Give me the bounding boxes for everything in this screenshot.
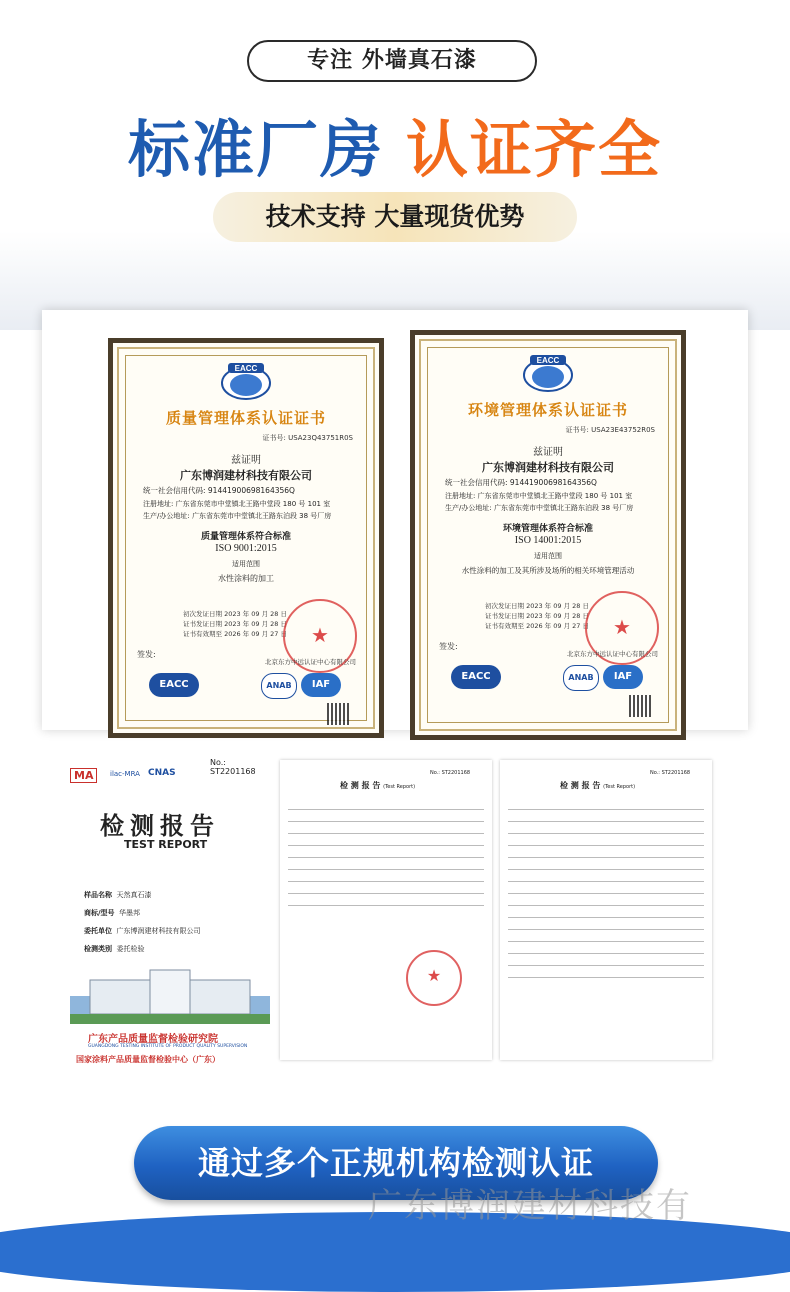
field-label: 样品名称 (84, 891, 112, 899)
field-label: 委托单位 (84, 927, 112, 935)
field-brand (84, 908, 140, 918)
anab-badge: ANAB (563, 665, 599, 691)
test-report-page-3 (500, 760, 712, 1060)
cnas-logo: CNAS (148, 768, 176, 778)
test-report-cover (70, 750, 270, 1070)
accreditation-logos (70, 762, 180, 794)
standard-code: ISO 14001:2015 (514, 535, 582, 546)
page-headline (0, 100, 790, 189)
scope-text: 水性涂料的加工及其所涉及场所的相关环境管理活动 (461, 566, 635, 575)
sign-label: 签发: (137, 650, 156, 659)
headline-blue: 标准厂房 (127, 113, 384, 186)
credit-code: 统一社会信用代码: 91441900698164356Q (445, 478, 597, 487)
certify-text: 兹证明 (533, 447, 563, 458)
page-title-cn: 检 测 报 告 (560, 781, 601, 790)
standard-label: 质量管理体系符合标准 (200, 532, 291, 542)
table-row (508, 954, 704, 966)
field-sample (84, 890, 151, 900)
company-watermark: 广东博润建材科技有 (368, 1186, 692, 1226)
ma-logo: MA (70, 768, 97, 783)
date-expire: 证书有效期至 2026 年 09 月 27 日 (485, 622, 589, 630)
issuer-name: 北京东方中远认证中心有限公司 (265, 658, 356, 666)
date-issue: 证书发证日期 2023 年 09 月 28 日 (183, 620, 287, 628)
registered-address: 注册地址: 广东省东莞市中堂镇北王路中堂段 180 号 101 室 (445, 492, 633, 500)
quality-certificate (108, 338, 384, 738)
page-title (560, 780, 635, 791)
environment-certificate (410, 330, 686, 740)
ilac-logo: ilac-MRA (110, 770, 140, 778)
page-number: No.: ST2201168 (430, 770, 471, 776)
table-row (288, 834, 484, 846)
subtitle-pill: 技术支持 大量现货优势 (213, 192, 577, 242)
eacc-globe-icon (218, 361, 274, 401)
iaf-badge: IAF (603, 665, 643, 689)
certificate-number: 证书号: USA23E43752R0S (565, 426, 655, 434)
field-value: 广东博润建材科技有限公司 (116, 927, 201, 935)
certificate-card (42, 310, 748, 730)
eacc-badge: EACC (149, 673, 199, 697)
date-issue: 证书发证日期 2023 年 09 月 28 日 (485, 612, 589, 620)
field-client (84, 926, 200, 936)
issuer-name: 北京东方中远认证中心有限公司 (567, 650, 658, 658)
report-title: 检测报告 (100, 811, 220, 840)
report-title-en: TEST REPORT (124, 838, 208, 851)
field-label: 检测类别 (84, 945, 112, 953)
certify-text: 兹证明 (231, 455, 261, 466)
certificate-title: 环境管理体系认证证书 (467, 401, 628, 419)
report-number: No.: ST2201168 (210, 758, 256, 776)
table-row (508, 882, 704, 894)
qr-code (327, 703, 349, 725)
certificate-title: 质量管理体系认证证书 (165, 409, 326, 427)
field-type (84, 944, 144, 954)
field-value: 华墨邦 (119, 909, 141, 917)
date-first: 初次发证日期 2023 年 09 月 28 日 (183, 610, 287, 618)
table-row (508, 822, 704, 834)
table-row (508, 942, 704, 954)
standard-code: ISO 9001:2015 (215, 543, 277, 554)
table-row (288, 858, 484, 870)
table-row (288, 894, 484, 906)
date-expire: 证书有效期至 2026 年 09 月 27 日 (183, 630, 287, 638)
national-center: 国家涂料产品质量监督检验中心（广东） (76, 1055, 220, 1064)
standard-label: 环境管理体系符合标准 (502, 524, 593, 534)
anab-badge: ANAB (261, 673, 297, 699)
table-row (288, 798, 484, 810)
page-title-cn: 检 测 报 告 (340, 781, 381, 790)
table-row (508, 798, 704, 810)
sign-label: 签发: (439, 642, 458, 651)
page-title-en: (Test Report) (603, 784, 636, 790)
company-name: 广东博润建材科技有限公司 (482, 461, 614, 474)
table-row (508, 858, 704, 870)
table-row (508, 846, 704, 858)
qr-code (629, 695, 651, 717)
test-report-page-2 (280, 760, 492, 1060)
field-label: 商标/型号 (84, 909, 115, 917)
table-row (288, 810, 484, 822)
institute-name-en: GUANGDONG TESTING INSTITUTE OF PRODUCT QUALITY SUPERVISION (88, 1044, 248, 1049)
certificate-number: 证书号: USA23Q43751R0S (262, 434, 353, 442)
date-first: 初次发证日期 2023 年 09 月 28 日 (485, 602, 589, 610)
company-name: 广东博润建材科技有限公司 (180, 469, 312, 482)
page-title-en: (Test Report) (383, 784, 416, 790)
table-row (288, 846, 484, 858)
registered-address: 注册地址: 广东省东莞市中堂镇北王路中堂段 180 号 101 室 (143, 500, 331, 508)
eacc-globe-icon (520, 353, 576, 393)
table-row (508, 810, 704, 822)
page-title (340, 780, 415, 791)
scope-text: 水性涂料的加工 (218, 574, 274, 583)
table-row (508, 930, 704, 942)
institute-building-image (70, 966, 270, 1024)
page-number: No.: ST2201168 (650, 770, 691, 776)
field-value: 天然真石漆 (116, 891, 152, 899)
red-seal-stamp: ★ (283, 599, 357, 673)
red-seal-stamp: ★ (406, 950, 462, 1006)
svg-text:EACC: EACC (234, 364, 258, 373)
tag-pill: 专注 外墙真石漆 (247, 40, 537, 82)
office-address: 生产/办公地址: 广东省东莞市中堂镇北王路东泊段 38 号厂房 (143, 512, 332, 520)
table-row (508, 870, 704, 882)
table-row (288, 882, 484, 894)
scope-label: 适用范围 (232, 560, 260, 568)
eacc-badge: EACC (451, 665, 501, 689)
table-row (288, 870, 484, 882)
institute-name: 广东产品质量监督检验研究院 (88, 1034, 218, 1045)
scope-label: 适用范围 (534, 552, 562, 560)
table-row (288, 822, 484, 834)
credit-code: 统一社会信用代码: 91441900698164356Q (143, 486, 295, 495)
table-row (508, 918, 704, 930)
table-row (508, 834, 704, 846)
field-value: 委托检验 (116, 945, 145, 953)
iaf-badge: IAF (301, 673, 341, 697)
headline-orange: 认证齐全 (406, 113, 663, 186)
table-row (508, 894, 704, 906)
certification-banner-button: 通过多个正规机构检测认证 (134, 1126, 658, 1200)
office-address: 生产/办公地址: 广东省东莞市中堂镇北王路东泊段 38 号厂房 (445, 504, 634, 512)
red-seal-stamp: ★ (585, 591, 659, 665)
table-row (508, 906, 704, 918)
svg-text:EACC: EACC (536, 356, 560, 365)
table-row (508, 966, 704, 978)
